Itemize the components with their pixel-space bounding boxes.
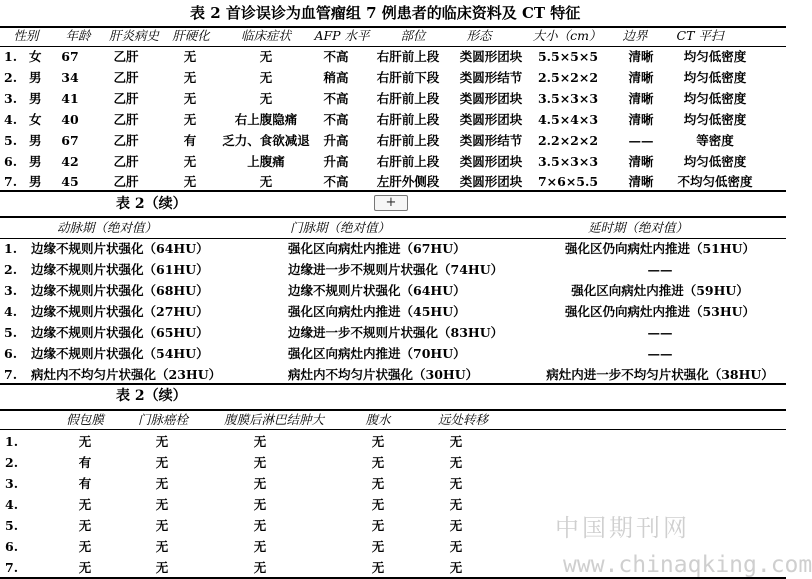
table-cell: 升高 <box>323 154 349 169</box>
table-cell: 边缘不规则片状强化（65HU） <box>31 325 209 340</box>
table-cell: —— <box>628 133 654 148</box>
table-cell: 左肝外侧段 <box>376 174 440 189</box>
column-header: 年龄 <box>65 28 91 43</box>
table-cell: 无 <box>371 434 385 449</box>
table-cell: 无 <box>259 91 273 106</box>
table-cell: 乏力、食欲减退 <box>222 133 310 148</box>
table-cell: 边缘进一步不规则片状强化（74HU） <box>288 262 504 277</box>
table-cell: —— <box>647 325 673 340</box>
table-cell: 4.5×4×3 <box>537 112 599 127</box>
table-cell: 无 <box>253 518 267 533</box>
column-header: 延时期（绝对值） <box>588 220 689 235</box>
row-number: 7. <box>4 174 18 189</box>
section-2-title: 表 2（续） <box>116 196 187 212</box>
column-header: 边界 <box>622 28 648 43</box>
table-cell: 边缘不规则片状强化（64HU） <box>288 283 466 298</box>
column-header: 腹膜后淋巴结肿大 <box>223 412 325 427</box>
table-cell: —— <box>647 262 673 277</box>
table-cell: 乙肝 <box>113 154 139 169</box>
table-cell: 无 <box>183 91 197 106</box>
table-cell: 男 <box>29 91 42 106</box>
row-number: 3. <box>4 283 18 298</box>
watermark-url: www.chinaqking.com <box>563 552 812 578</box>
table-cell: 无 <box>155 518 169 533</box>
table-cell: 42 <box>61 154 79 169</box>
table-cell: 清晰 <box>628 112 654 127</box>
table-cell: 不高 <box>323 174 349 189</box>
rule-header-2 <box>0 238 786 239</box>
table-cell: 无 <box>78 560 92 575</box>
row-number: 6. <box>5 539 19 554</box>
table-cell: 无 <box>253 539 267 554</box>
table-cell: 右肝前上段 <box>376 112 440 127</box>
column-header: 腹水 <box>365 412 391 427</box>
table-cell: 无 <box>449 434 463 449</box>
table-cell: 不均匀低密度 <box>677 174 753 189</box>
table-cell: 无 <box>155 455 169 470</box>
table-cell: 等密度 <box>696 133 734 148</box>
table-cell: 乙肝 <box>113 133 139 148</box>
watermark-logo: 中国期刊网 <box>555 514 690 542</box>
table-cell: 无 <box>371 476 385 491</box>
table-cell: 无 <box>78 518 92 533</box>
column-header: 临床症状 <box>240 28 292 43</box>
rule-header-3 <box>0 429 786 430</box>
row-number: 1. <box>4 241 18 256</box>
row-number: 5. <box>5 518 19 533</box>
column-header: 远处转移 <box>437 412 489 427</box>
table-cell: 无 <box>371 455 385 470</box>
row-number: 4. <box>4 304 18 319</box>
table-title: 表 2 首诊误诊为血管瘤组 7 例患者的临床资料及 CT 特征 <box>190 4 581 22</box>
table-cell: 2.2×2×2 <box>537 133 599 148</box>
table-cell: 右肝前下段 <box>376 70 440 85</box>
table-cell: 边缘不规则片状强化（68HU） <box>31 283 209 298</box>
table-cell: 40 <box>61 112 79 127</box>
table-cell: 清晰 <box>628 70 654 85</box>
table-cell: 无 <box>78 434 92 449</box>
table-cell: 病灶内不均匀片状强化（30HU） <box>288 367 479 382</box>
table-cell: 清晰 <box>628 174 654 189</box>
table-cell: 均匀低密度 <box>683 91 747 106</box>
table-cell: 3.5×3×3 <box>537 91 599 106</box>
table-cell: 稍高 <box>323 70 349 85</box>
table-cell: 不高 <box>323 112 349 127</box>
table-cell: 类圆形团块 <box>459 49 523 64</box>
column-header: AFP 水平 <box>314 28 370 43</box>
table-cell: 无 <box>449 518 463 533</box>
table-cell: 无 <box>183 174 197 189</box>
table-cell: 强化区仍向病灶内推进（51HU） <box>564 241 756 256</box>
table-cell: 无 <box>371 518 385 533</box>
table-cell: 升高 <box>323 133 349 148</box>
column-header: CT 平扫 <box>676 28 724 43</box>
column-header: 动脉期（绝对值） <box>57 220 158 235</box>
table-cell: 无 <box>259 49 273 64</box>
row-number: 3. <box>5 476 19 491</box>
table-cell: 清晰 <box>628 91 654 106</box>
row-number: 4. <box>4 112 18 127</box>
table-cell: 不高 <box>323 49 349 64</box>
table-cell: 无 <box>371 539 385 554</box>
table-cell: 男 <box>29 133 42 148</box>
table-cell: 乙肝 <box>113 70 139 85</box>
table-cell: 无 <box>253 434 267 449</box>
table-cell: 2.5×2×2 <box>537 70 599 85</box>
table-cell: 45 <box>61 174 79 189</box>
table-cell: 清晰 <box>628 49 654 64</box>
table-cell: 无 <box>449 539 463 554</box>
column-header: 大小（cm） <box>532 28 602 43</box>
table-cell: 类圆形团块 <box>459 112 523 127</box>
rule-top-3 <box>0 409 786 411</box>
table-cell: 无 <box>155 497 169 512</box>
table-cell: 病灶内不均匀片状强化（23HU） <box>31 367 222 382</box>
rule-header-1 <box>0 46 786 47</box>
row-number: 4. <box>5 497 19 512</box>
table-cell: 无 <box>183 49 197 64</box>
row-number: 7. <box>5 560 19 575</box>
table-cell: 均匀低密度 <box>683 49 747 64</box>
table-cell: 男 <box>29 154 42 169</box>
table-cell: 无 <box>253 455 267 470</box>
table-cell: 无 <box>449 476 463 491</box>
table-cell: 无 <box>183 70 197 85</box>
table-cell: —— <box>647 346 673 361</box>
table-cell: 41 <box>61 91 79 106</box>
table-cell: 有 <box>78 476 92 491</box>
table-cell: 无 <box>155 476 169 491</box>
table-cell: 右肝前上段 <box>376 49 440 64</box>
rule-top-2 <box>0 216 786 218</box>
row-number: 2. <box>5 455 19 470</box>
row-number: 3. <box>4 91 18 106</box>
table-cell: 女 <box>29 112 42 127</box>
column-header: 肝硬化 <box>172 28 210 43</box>
table-cell: 类圆形团块 <box>459 154 523 169</box>
table-cell: 右肝前上段 <box>376 133 440 148</box>
column-header: 性别 <box>13 28 39 43</box>
table-cell: 67 <box>61 133 79 148</box>
column-header: 门脉期（绝对值） <box>290 220 391 235</box>
table-cell: 乙肝 <box>113 112 139 127</box>
row-number: 1. <box>5 434 19 449</box>
table-cell: 无 <box>183 154 197 169</box>
table-cell: 无 <box>259 70 273 85</box>
table-cell: 无 <box>155 560 169 575</box>
table-cell: 不高 <box>323 91 349 106</box>
table-cell: 乙肝 <box>113 49 139 64</box>
table-cell: 无 <box>371 497 385 512</box>
column-header: 门脉癌栓 <box>137 412 189 427</box>
row-number: 1. <box>4 49 18 64</box>
table-cell: 无 <box>449 560 463 575</box>
table-cell: 男 <box>29 174 42 189</box>
table-cell: 边缘进一步不规则片状强化（83HU） <box>288 325 504 340</box>
table-cell: 均匀低密度 <box>683 154 747 169</box>
table-cell: 强化区仍向病灶内推进（53HU） <box>564 304 756 319</box>
row-number: 7. <box>4 367 18 382</box>
table-cell: 有 <box>183 133 197 148</box>
table-cell: 无 <box>78 539 92 554</box>
table-cell: 无 <box>253 476 267 491</box>
table-cell: 类圆形结节 <box>459 70 523 85</box>
table-cell: 无 <box>449 497 463 512</box>
table-cell: 强化区向病灶内推进（70HU） <box>288 346 466 361</box>
table-cell: 5.5×5×5 <box>537 49 599 64</box>
table-cell: 强化区向病灶内推进（67HU） <box>288 241 466 256</box>
rule-bottom-1 <box>0 190 786 192</box>
column-header: 假包膜 <box>66 412 104 427</box>
table-cell: 女 <box>29 49 42 64</box>
table-cell: 乙肝 <box>113 174 139 189</box>
table-cell: 边缘不规则片状强化（61HU） <box>31 262 209 277</box>
section-3-title: 表 2（续） <box>116 388 187 404</box>
table-cell: 类圆形团块 <box>459 91 523 106</box>
table-cell: 强化区向病灶内推进（59HU） <box>571 283 749 298</box>
table-cell: 病灶内进一步不均匀片状强化（38HU） <box>546 367 774 382</box>
table-cell: 67 <box>61 49 79 64</box>
table-cell: 边缘不规则片状强化（54HU） <box>31 346 209 361</box>
row-number: 6. <box>4 346 18 361</box>
row-number: 2. <box>4 70 18 85</box>
table-cell: 右上腹隐痛 <box>234 112 298 127</box>
table-cell: 上腹痛 <box>247 154 285 169</box>
table-cell: 强化区向病灶内推进（45HU） <box>288 304 466 319</box>
table-cell: 男 <box>29 70 42 85</box>
table-cell: 边缘不规则片状强化（27HU） <box>31 304 209 319</box>
table-cell: 右肝前上段 <box>376 91 440 106</box>
column-header: 部位 <box>400 28 426 43</box>
table-cell: 无 <box>78 497 92 512</box>
column-header: 形态 <box>466 28 492 43</box>
table-cell: 右肝前上段 <box>376 154 440 169</box>
table-cell: 清晰 <box>628 154 654 169</box>
row-number: 6. <box>4 154 18 169</box>
row-number: 2. <box>4 262 18 277</box>
table-cell: 均匀低密度 <box>683 112 747 127</box>
table-cell: 边缘不规则片状强化（64HU） <box>31 241 209 256</box>
table-cell: 7×6×5.5 <box>537 174 599 189</box>
row-number: 5. <box>4 133 18 148</box>
table-cell: 类圆形结节 <box>459 133 523 148</box>
table-cell: 3.5×3×3 <box>537 154 599 169</box>
table-cell: 类圆形团块 <box>459 174 523 189</box>
rule-bottom-2 <box>0 383 786 385</box>
table-cell: 34 <box>61 70 79 85</box>
row-number: 5. <box>4 325 18 340</box>
table-cell: 无 <box>449 455 463 470</box>
table-cell: 均匀低密度 <box>683 70 747 85</box>
table-cell: 无 <box>371 560 385 575</box>
table-cell: 无 <box>253 560 267 575</box>
table-cell: 无 <box>259 174 273 189</box>
column-header: 肝炎病史 <box>108 28 160 43</box>
expand-button[interactable]: + <box>374 195 408 211</box>
table-cell: 无 <box>155 434 169 449</box>
table-cell: 无 <box>183 112 197 127</box>
table-cell: 有 <box>78 455 92 470</box>
table-cell: 乙肝 <box>113 91 139 106</box>
table-cell: 无 <box>253 497 267 512</box>
table-cell: 无 <box>155 539 169 554</box>
